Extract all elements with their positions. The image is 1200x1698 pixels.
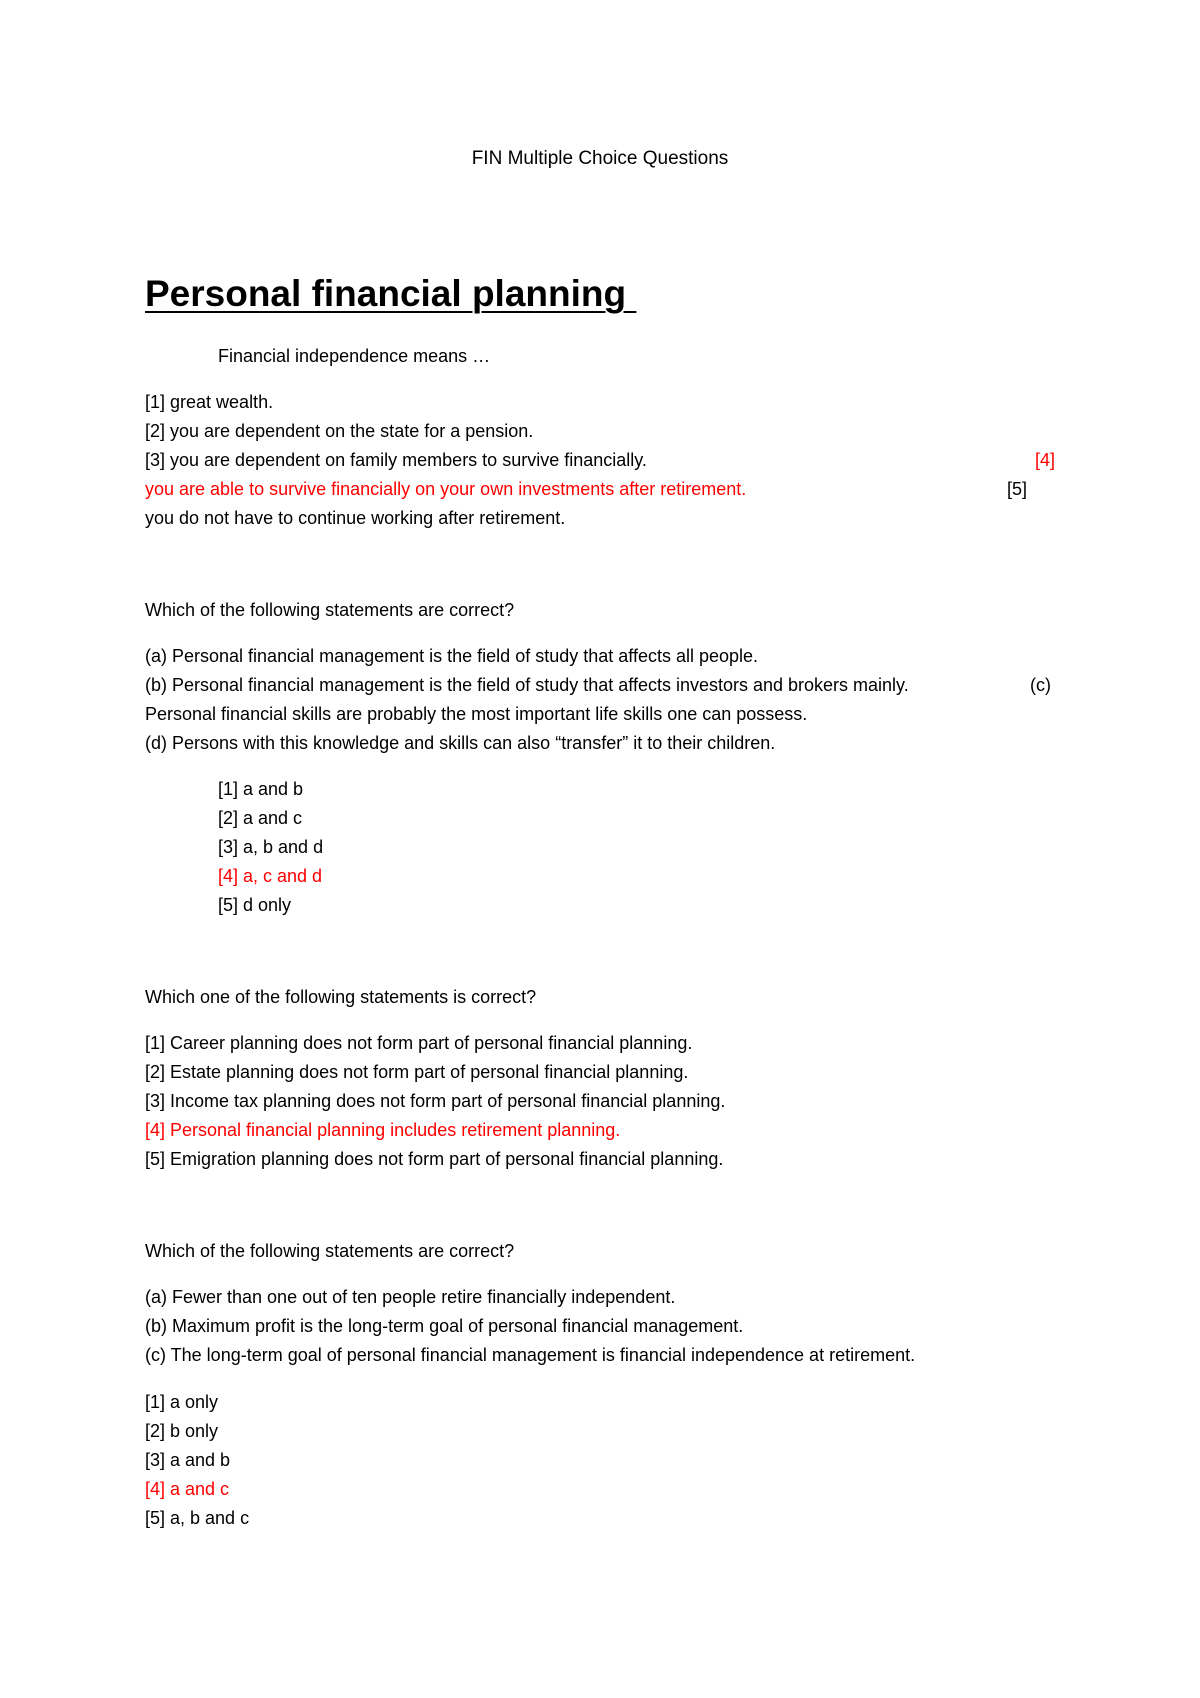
- q1-option-2: [2] you are dependent on the state for a pension.: [145, 421, 534, 441]
- q4-statement-a: (a) Fewer than one out of ten people retire financially independent.: [145, 1287, 676, 1307]
- section-heading: Personal financial planning: [145, 273, 637, 314]
- q2-statement-a: (a) Personal financial management is the field of study that affects all people.: [145, 646, 759, 666]
- q2-option-4-answer: [4] a, c and d: [218, 866, 323, 886]
- q2-statement-b: (b) Personal financial management is the field of study that affects investors and brokers mainly.: [145, 675, 909, 695]
- q1-option-4-answer: you are able to survive financially on your own investments after retirement.: [145, 479, 747, 499]
- q2-option-5: [5] d only: [218, 895, 292, 915]
- q1-option-4-marker: [4]: [1035, 450, 1056, 470]
- q4-option-3: [3] a and b: [145, 1450, 231, 1470]
- q2-option-3: [3] a, b and d: [218, 837, 324, 857]
- q2-statement-c-marker: (c): [1030, 675, 1051, 695]
- q1-option-5: you do not have to continue working after retirement.: [145, 508, 566, 528]
- q1-option-5-marker: [5]: [1007, 479, 1028, 499]
- q3-stem: Which one of the following statements is correct?: [145, 987, 537, 1007]
- q4-option-1: [1] a only: [145, 1392, 219, 1412]
- q4-option-5: [5] a, b and c: [145, 1508, 250, 1528]
- q2-option-1: [1] a and b: [218, 779, 304, 799]
- q4-statement-b: (b) Maximum profit is the long-term goal of personal financial management.: [145, 1316, 744, 1336]
- q3-option-4-answer: [4] Personal financial planning includes retirement planning.: [145, 1120, 621, 1140]
- q2-statement-d: (d) Persons with this knowledge and skills can also “transfer” it to their children.: [145, 733, 776, 753]
- q1-stem: Financial independence means …: [218, 346, 491, 366]
- q3-option-3: [3] Income tax planning does not form part of personal financial planning.: [145, 1091, 726, 1111]
- q3-option-1: [1] Career planning does not form part of personal financial planning.: [145, 1033, 693, 1053]
- q4-statement-c: (c) The long-term goal of personal financial management is financial independence at retirement.: [145, 1345, 916, 1365]
- q3-option-5: [5] Emigration planning does not form part of personal financial planning.: [145, 1149, 724, 1169]
- q2-statement-c: Personal financial skills are probably the most important life skills one can possess.: [145, 704, 808, 724]
- q2-option-2: [2] a and c: [218, 808, 303, 828]
- q4-option-4-answer: [4] a and c: [145, 1479, 230, 1499]
- q3-option-2: [2] Estate planning does not form part of personal financial planning.: [145, 1062, 689, 1082]
- q4-option-2: [2] b only: [145, 1421, 219, 1441]
- q1-option-3: [3] you are dependent on family members to survive financially.: [145, 450, 647, 470]
- q1-option-1: [1] great wealth.: [145, 392, 274, 412]
- q4-stem: Which of the following statements are correct?: [145, 1241, 515, 1261]
- q2-stem: Which of the following statements are correct?: [145, 600, 515, 620]
- document-title: FIN Multiple Choice Questions: [471, 148, 729, 169]
